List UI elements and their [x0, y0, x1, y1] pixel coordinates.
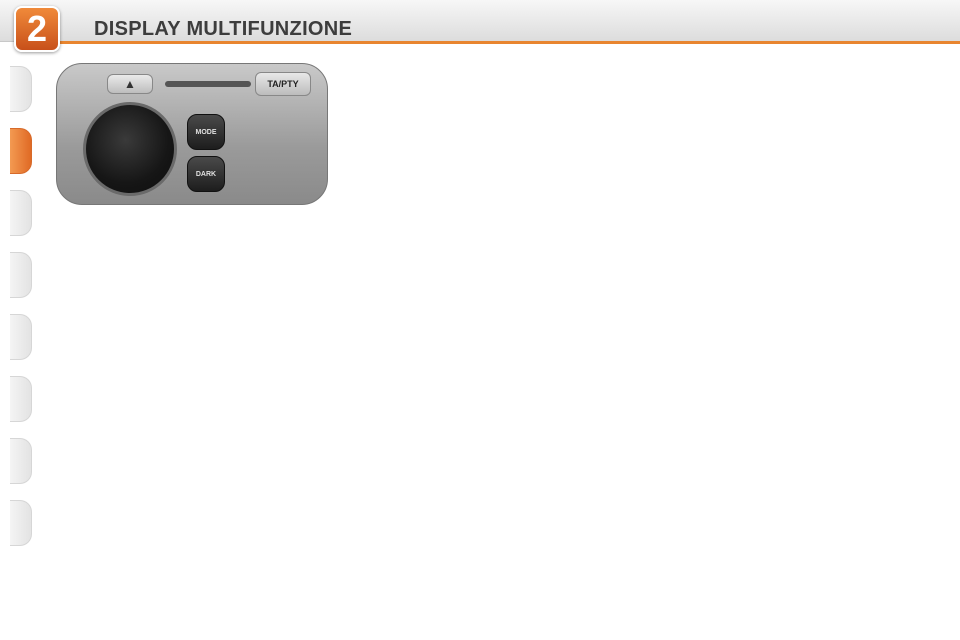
page-title: DISPLAY MULTIFUNZIONE: [94, 18, 353, 40]
radio-console-image: [56, 63, 328, 205]
chapter-tab-4[interactable]: [10, 252, 32, 298]
chapter-tab-2-active[interactable]: [10, 128, 32, 174]
header-accent-line: [58, 41, 960, 44]
chapter-tab-8[interactable]: [10, 500, 32, 546]
dark-button: DARK: [187, 156, 225, 192]
volume-knob: [83, 102, 177, 196]
chapter-tab-7[interactable]: [10, 438, 32, 484]
chapter-badge: 2: [14, 6, 60, 52]
chapter-tab-1[interactable]: [10, 66, 32, 112]
cd-slot: [165, 81, 251, 87]
mode-button: MODE: [187, 114, 225, 150]
chapter-tab-5[interactable]: [10, 314, 32, 360]
ta-pty-button: TA/PTY: [255, 72, 311, 96]
eject-button: ▲: [107, 74, 153, 94]
chapter-tab-6[interactable]: [10, 376, 32, 422]
chapter-tab-3[interactable]: [10, 190, 32, 236]
